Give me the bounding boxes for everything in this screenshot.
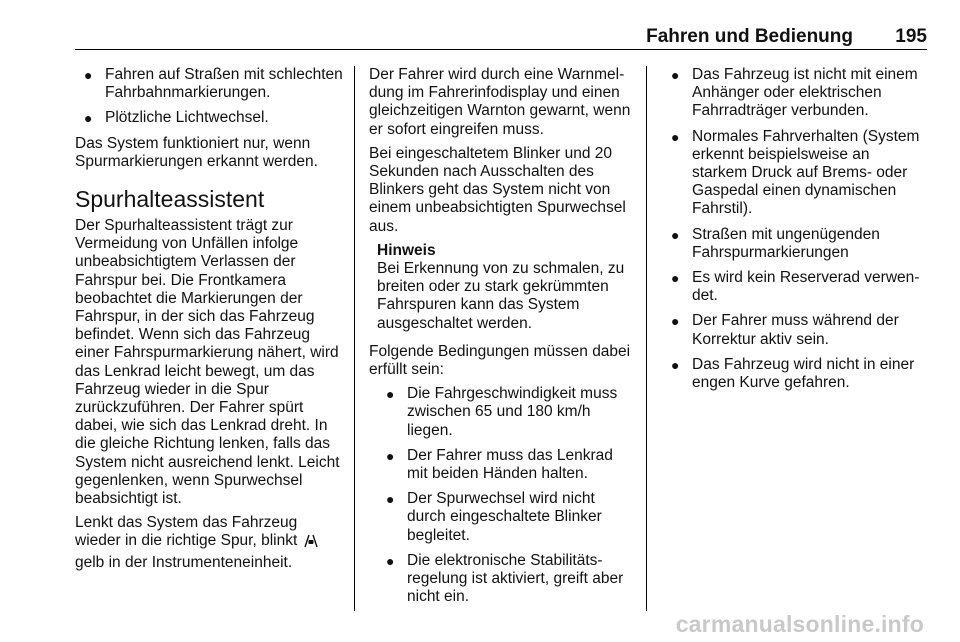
watermark: carmanualsonline.info bbox=[675, 611, 924, 637]
list-item: ● Das Fahrzeug ist nicht mit einem Anhänger oder elektrischen Fahrradträger verbunden. bbox=[671, 66, 918, 120]
list-item: ● Straßen mit ungenügenden Fahrspurmarkierungen bbox=[671, 225, 880, 261]
bullet-icon: ● bbox=[671, 67, 680, 83]
list-item: ● Das Fahrzeug wird nicht in einer engen Kurve gefahren. bbox=[671, 355, 915, 392]
note-text: Bei Erkennung von zu schmalen, zu breiten oder zu stark gekrümmten Fahrspuren kann das System ausgeschaltet werden. bbox=[377, 260, 625, 332]
list-item: ● Plötzliche Lichtwechsel. bbox=[84, 109, 269, 127]
list-item: ● Der Fahrer muss während der Korrektur aktiv sein. bbox=[671, 312, 899, 348]
col3-bullet-list bbox=[662, 66, 928, 392]
bullet-icon: ● bbox=[386, 386, 395, 403]
bullet-icon: ● bbox=[386, 552, 395, 569]
column-divider bbox=[354, 66, 355, 611]
column-3 bbox=[662, 66, 928, 399]
column-1 bbox=[75, 66, 345, 578]
list-item: ● Der Fahrer muss das Lenkrad mit beiden Händen halten. bbox=[386, 446, 613, 483]
bullet-icon: ● bbox=[671, 226, 680, 243]
paragraph: Das System funktioniert nur, wenn Spurmarkierungen erkannt werden. bbox=[75, 134, 318, 170]
note-box bbox=[369, 242, 634, 333]
bullet-icon: ● bbox=[671, 128, 680, 145]
section-heading: Spurhalteassistent bbox=[75, 186, 265, 213]
bullet-icon: ● bbox=[386, 491, 395, 508]
list-item: ● Der Spurwechsel wird nicht durch eingeschaltete Blinker begleitet. bbox=[386, 490, 602, 544]
paragraph: Lenkt das System das Fahrzeug wieder in die richtige Spur, blinkt gelb in der Instrumenteneinheit. bbox=[75, 514, 345, 572]
list-item: ● Die elektronische Stabilitätsregelung ist aktiviert, greift aber nicht ein. bbox=[386, 551, 624, 606]
list-item: ● Fahren auf Straßen mit schlechten Fahrbahnmarkierungen. bbox=[84, 66, 343, 102]
list-item: ● Normales Fahrverhalten (System erkennt beispielsweise an starkem Druck auf Brems- oder Gaspedal einen dynamischen Fahrstil). bbox=[671, 127, 920, 218]
paragraph: Bei eingeschaltetem Blinker und 20 Sekunden nach Ausschalten des Blinkers geht das System nicht von einem unbeabsichtigten Spurwechsel aus. bbox=[369, 144, 626, 235]
bullet-icon: ● bbox=[84, 67, 93, 83]
bullet-icon: ● bbox=[84, 110, 93, 127]
col2-bullet-list bbox=[369, 385, 634, 606]
bullet-icon: ● bbox=[671, 270, 680, 287]
bullet-icon: ● bbox=[671, 313, 680, 330]
bullet-icon: ● bbox=[386, 447, 395, 464]
page-header-title: Fahren und Bedienung bbox=[646, 26, 853, 47]
list-item: ● Es wird kein Reserverad verwendet. bbox=[671, 269, 920, 305]
lane-keep-assist-icon bbox=[302, 534, 320, 553]
col1-bullet-list bbox=[75, 66, 345, 128]
bullet-icon: ● bbox=[671, 356, 680, 373]
list-item: ● Die Fahrgeschwindigkeit muss zwischen 65 und 180 km/h liegen. bbox=[386, 385, 618, 439]
page-number: 195 bbox=[895, 26, 927, 47]
paragraph: Folgende Bedingungen müssen dabei erfüllt sein: bbox=[369, 342, 631, 379]
page-header bbox=[75, 24, 927, 50]
header-rule bbox=[75, 49, 927, 50]
column-2 bbox=[369, 66, 634, 613]
column-divider bbox=[646, 66, 647, 611]
note-title: Hinweis bbox=[377, 241, 436, 259]
paragraph: Der Spurhalteassistent trägt zur Vermeidung von Unfällen infolge unbeabsichtigtem Verlassen der Fahrspur bei. Die Frontkamera beobachtet die Markierungen der Fahrspur, in der sich das Fahrzeug befindet. Wenn sich das Fahrzeug einer Fahrspurmarkierung nähert, wird das Lenkrad leicht bewegt, um das Fahrzeug wieder in die Spur zurückzuführen. Der Fahrer spürt dabei, wie sich das Lenkrad dreht. In die gleiche Richtung lenken, falls das System nicht ausreichend lenkt. Leicht gegenlenken, wenn Spurwechsel beabsichtigt ist. bbox=[75, 217, 340, 508]
paragraph: Der Fahrer wird durch eine Warnmeldung im Fahrerinfodisplay und einen gleichzeitigen Warnton gewarnt, wenn er sofort eingreifen muss. bbox=[369, 66, 631, 138]
